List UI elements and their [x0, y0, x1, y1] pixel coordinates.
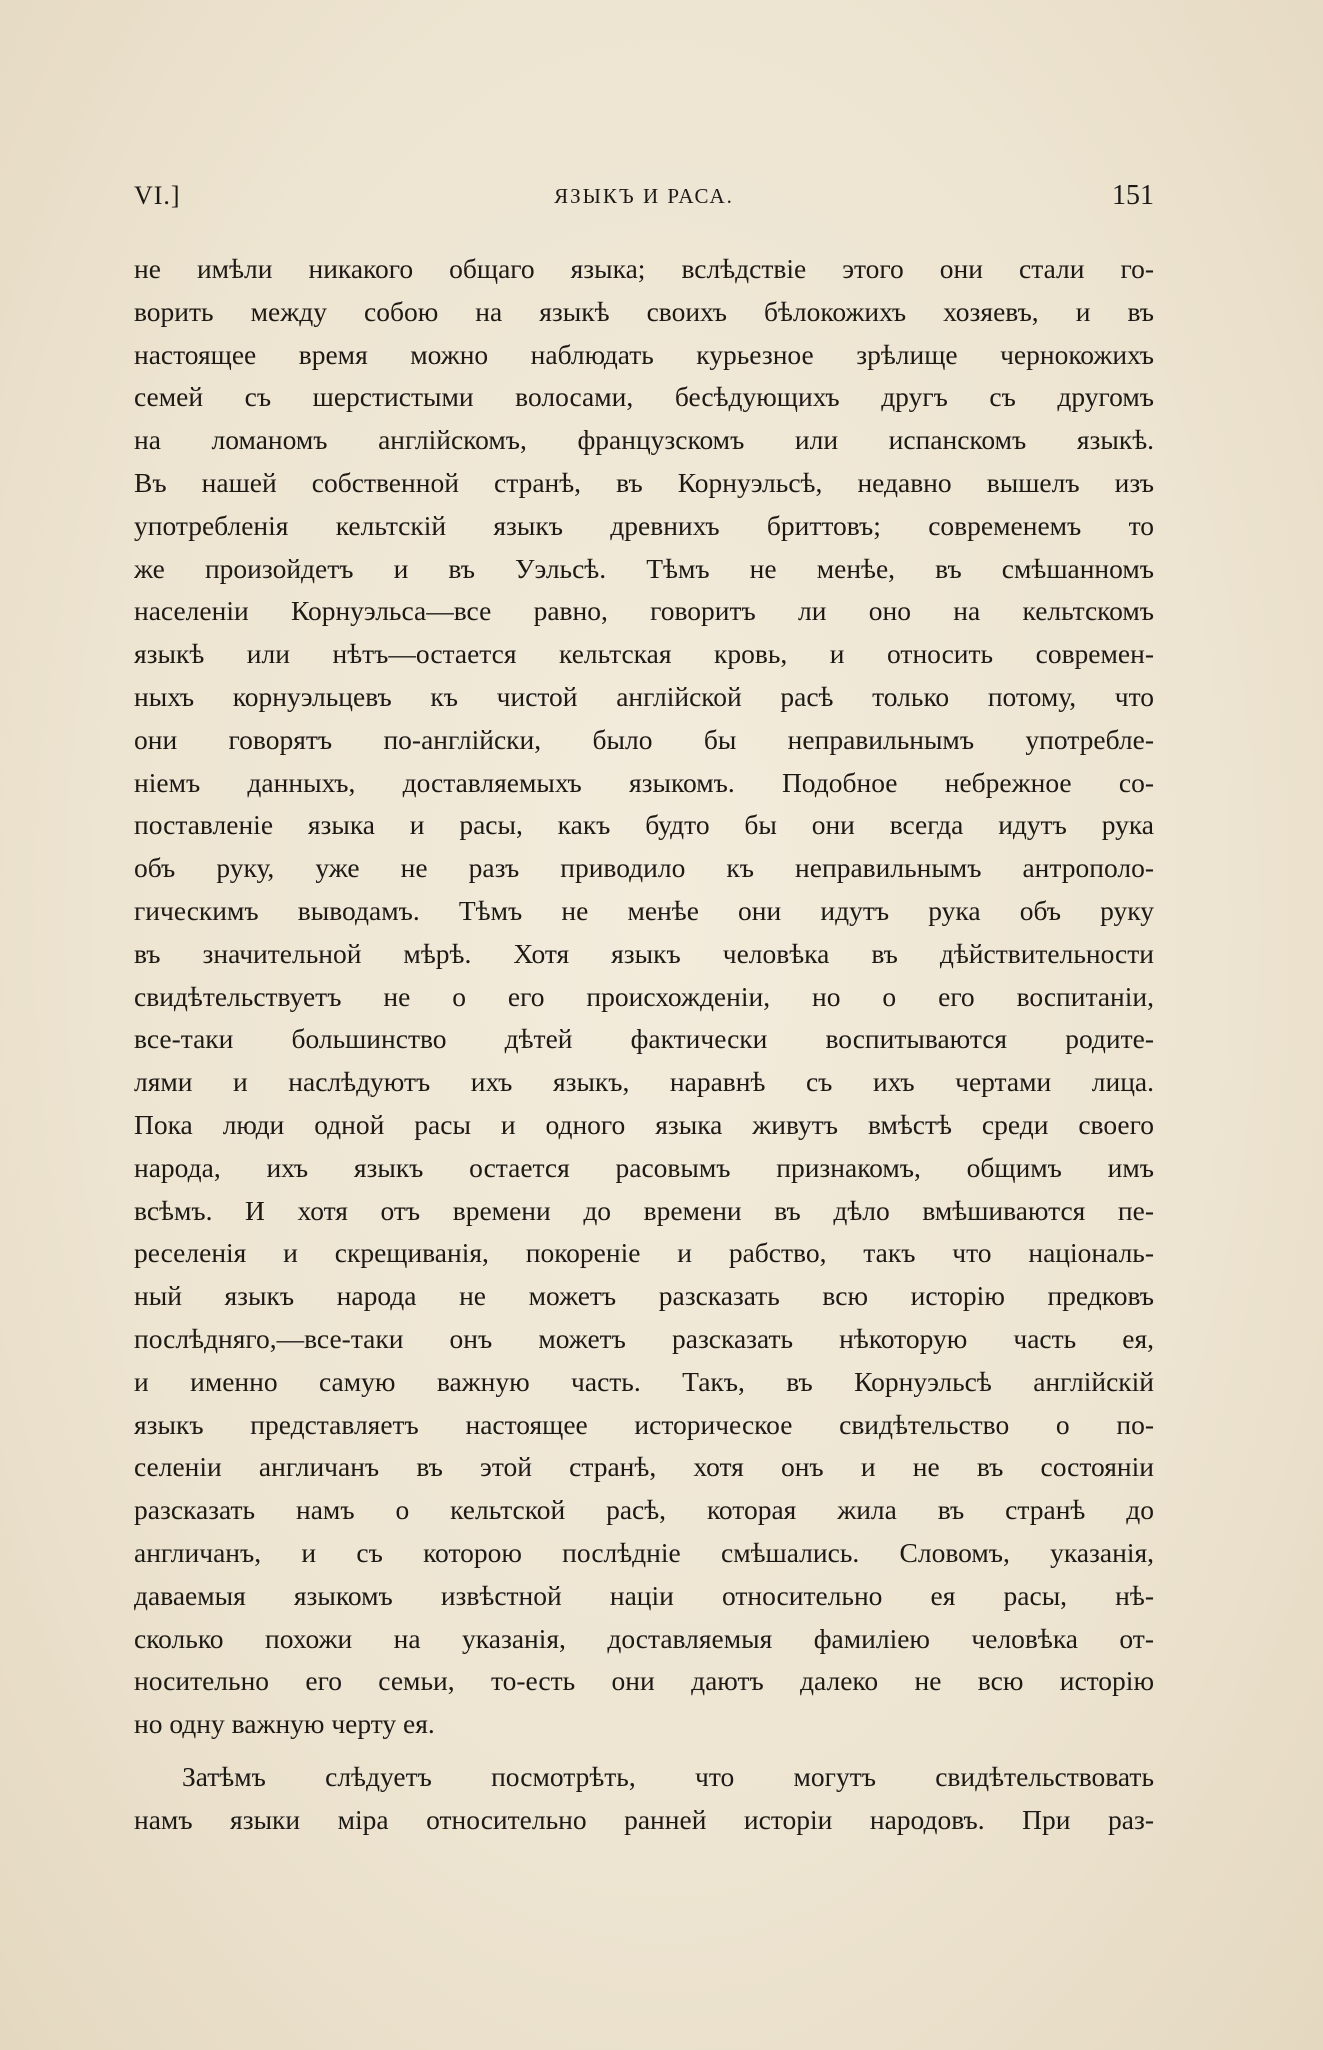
text-line: ніемъ данныхъ, доставляемыхъ языкомъ. Подобное небрежное со-	[134, 766, 1154, 798]
text-line: разсказать намъ о кельтской расѣ, которая жила въ странѣ до	[134, 1494, 1154, 1526]
text-line: въ значительной мѣрѣ. Хотя языкъ человѣка въ дѣйствительности	[134, 937, 1154, 969]
text-line: намъ языки міра относительно ранней исторіи народовъ. При раз-	[134, 1803, 1154, 1835]
text-line: даваемыя языкомъ извѣстной націи относительно ея расы, нѣ-	[134, 1579, 1154, 1611]
text-line: Въ нашей собственной странѣ, въ Корнуэльсѣ, недавно вышелъ изъ	[134, 466, 1154, 498]
text-line: англичанъ, и съ которою послѣдніе смѣшались. Словомъ, указанія,	[134, 1536, 1154, 1568]
text-line: объ руку, уже не разъ приводило къ неправильнымъ антрополо-	[134, 852, 1154, 884]
running-head	[134, 176, 1154, 216]
text-line: реселенія и скрещиванія, покореніе и рабство, такъ что національ-	[134, 1237, 1154, 1269]
text-line: сколько похожи на указанія, доставляемыя фамиліею человѣка от-	[134, 1622, 1154, 1654]
text-line: языкѣ или нѣтъ—остается кельтская кровь, и относить современ-	[134, 638, 1154, 670]
text-line: и именно самую важную часть. Такъ, въ Корнуэльсѣ англійскій	[134, 1365, 1154, 1397]
text-line: Затѣмъ слѣдуетъ посмотрѣть, что могутъ свидѣтельствовать	[182, 1760, 1154, 1792]
text-line: семей съ шерстистыми волосами, бесѣдующихъ другъ съ другомъ	[134, 381, 1154, 413]
text-line: лями и наслѣдуютъ ихъ языкъ, наравнѣ съ ихъ чертами лица.	[134, 1066, 1154, 1098]
text-line: Пока люди одной расы и одного языка живутъ вмѣстѣ среди своего	[134, 1108, 1154, 1140]
text-line: ныхъ корнуэльцевъ къ чистой англійской расѣ только потому, что	[134, 680, 1154, 712]
text-line: же произойдетъ и въ Уэльсѣ. Тѣмъ не менѣе, въ смѣшанномъ	[134, 552, 1154, 584]
text-line: не имѣли никакого общаго языка; вслѣдствіе этого они стали го-	[134, 253, 1154, 284]
text-line: на ломаномъ англійскомъ, французскомъ или испанскомъ языкѣ.	[134, 424, 1154, 456]
body-text	[134, 248, 1154, 1841]
text-line: свидѣтельствуетъ не о его происхожденіи, но о его воспитаніи,	[134, 980, 1154, 1012]
text-line: употребленія кельтскій языкъ древнихъ бриттовъ; современемъ то	[134, 509, 1154, 541]
text-line: поставленіе языка и расы, какъ будто бы они всегда идутъ рука	[134, 809, 1154, 841]
text-line: всѣмъ. И хотя отъ времени до времени въ дѣло вмѣшиваются пе-	[134, 1194, 1154, 1226]
text-line: ный языкъ народа не можетъ разсказать всю исторію предковъ	[134, 1280, 1154, 1312]
text-line: послѣдняго,—все-таки онъ можетъ разсказать нѣкоторую часть ея,	[134, 1322, 1154, 1354]
chapter-marker: VI.]	[134, 181, 181, 210]
text-line: они говорятъ по-англійски, было бы неправильнымъ употребле-	[134, 723, 1154, 755]
paragraph-gap	[134, 1746, 1154, 1756]
page-number: 151	[1112, 180, 1154, 211]
text-line: селеніи англичанъ въ этой странѣ, хотя онъ и не въ состояніи	[134, 1451, 1154, 1483]
text-line: народа, ихъ языкъ остается расовымъ признакомъ, общимъ имъ	[134, 1151, 1154, 1183]
running-title: ЯЗЫКЪ И РАСА.	[554, 184, 734, 208]
paragraph	[134, 248, 1154, 1746]
text-line: носительно его семьи, то-есть они даютъ далеко не всю исторію	[134, 1665, 1154, 1697]
text-line: ворить между собою на языкѣ своихъ бѣлокожихъ хозяевъ, и въ	[134, 295, 1154, 327]
text-line: все-таки большинство дѣтей фактически воспитываются родите-	[134, 1023, 1154, 1055]
text-line: гическимъ выводамъ. Тѣмъ не менѣе они идутъ рука объ руку	[134, 894, 1154, 926]
text-line: языкъ представляетъ настоящее историческое свидѣтельство о по-	[134, 1408, 1154, 1440]
paragraph	[134, 1756, 1154, 1842]
text-line: настоящее время можно наблюдать курьезное зрѣлище чернокожихъ	[134, 338, 1154, 370]
text-line: населеніи Корнуэльса—все равно, говоритъ ли оно на кельтскомъ	[134, 595, 1154, 627]
text-line: но одну важную черту ея.	[134, 1708, 435, 1740]
